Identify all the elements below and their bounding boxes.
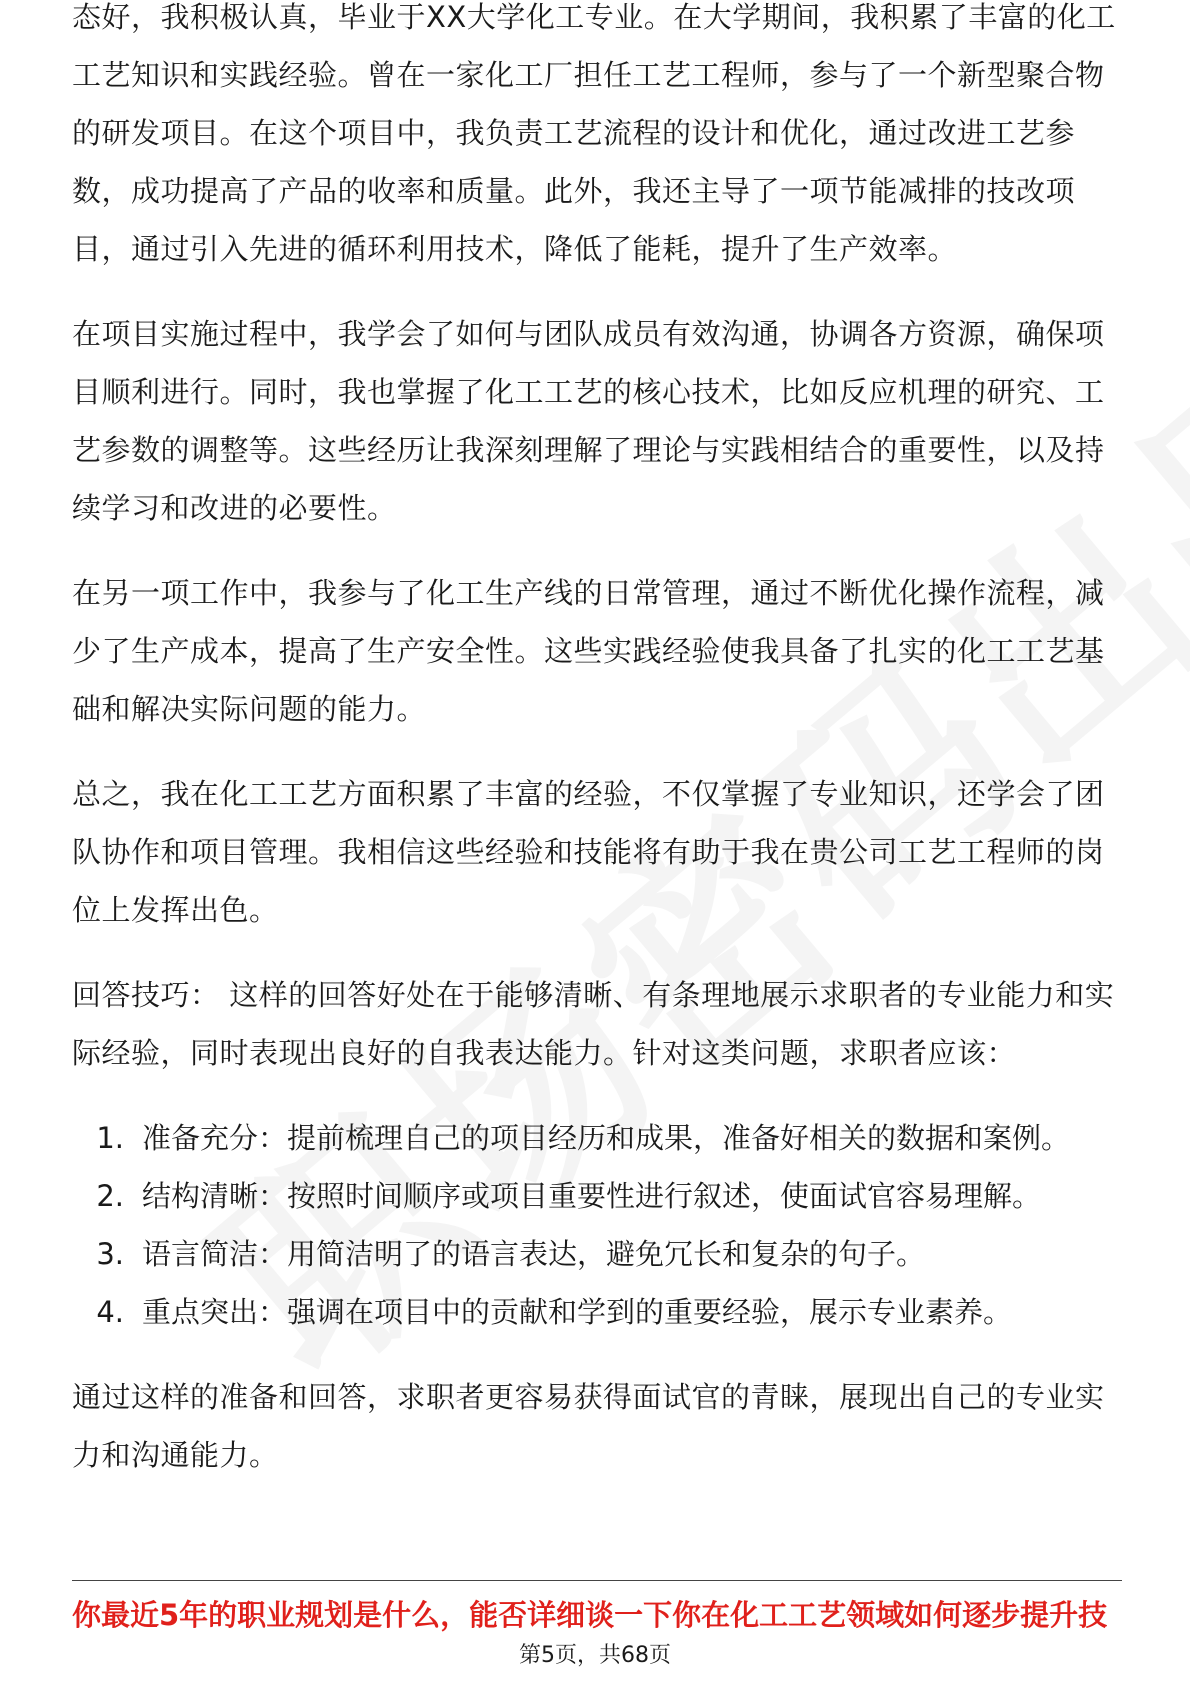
- answer-paragraph: 在另一项工作中，我参与了化工生产线的日常管理，通过不断优化操作流程，减少了生产成本，提高了生产安全性。这些实践经验使我具备了扎实的化工工艺基础和解决实际问题的能力。: [72, 576, 1105, 726]
- list-text: 语言简洁：用简洁明了的语言表达，避免冗长和复杂的句子。: [142, 1237, 926, 1271]
- section-divider: [72, 1580, 1122, 1581]
- list-number: 4.: [96, 1295, 124, 1329]
- page-number: 第5页，共68页: [519, 1643, 671, 1668]
- closing-paragraph: 通过这样的准备和回答，求职者更容易获得面试官的青睐，展现出自己的专业实力和沟通能力。: [72, 1380, 1105, 1472]
- list-text: 结构清晰：按照时间顺序或项目重要性进行叙述，使面试官容易理解。: [142, 1179, 1042, 1213]
- answer-paragraph: 在项目实施过程中，我学会了如何与团队成员有效沟通，协调各方资源，确保项目顺利进行。同时，我也掌握了化工工艺的核心技术，比如反应机理的研究、工艺参数的调整等。这些经历让我深刻理解了理论与实践相结合的重要性，以及持续学习和改进的必要性。: [72, 317, 1105, 525]
- tips-intro: 回答技巧： 这样的回答好处在于能够清晰、有条理地展示求职者的专业能力和实际经验，同时表现出良好的自我表达能力。针对这类问题，求职者应该：: [72, 978, 1115, 1070]
- answer-paragraph: 态好，我积极认真，毕业于XX大学化工专业。在大学期间，我积累了丰富的化工工艺知识和实践经验。曾在一家化工厂担任工艺工程师，参与了一个新型聚合物的研发项目。在这个项目中，我负责工艺流程的设计和优化，通过改进工艺参数，成功提高了产品的收率和质量。此外，我还主导了一项节能减排的技改项目，通过引入先进的循环利用技术，降低了能耗，提升了生产效率。: [72, 0, 1116, 266]
- next-question-heading: 你最近5年的职业规划是什么，能否详细谈一下你在化工工艺领域如何逐步提升技: [72, 1598, 1108, 1632]
- list-number: 3.: [96, 1237, 124, 1271]
- list-text: 重点突出：强调在项目中的贡献和学到的重要经验，展示专业素养。: [142, 1295, 1013, 1329]
- answer-body: [72, 0, 1122, 1511]
- list-text: 准备充分：提前梳理自己的项目经历和成果，准备好相关的数据和案例。: [142, 1121, 1071, 1155]
- tips-list: [72, 1109, 1122, 1341]
- list-number: 1.: [96, 1121, 124, 1155]
- list-item: [72, 1109, 1122, 1167]
- list-number: 2.: [96, 1179, 124, 1213]
- list-item: [72, 1167, 1122, 1225]
- answer-paragraph: 总之，我在化工工艺方面积累了丰富的经验，不仅掌握了专业知识，还学会了团队协作和项目管理。我相信这些经验和技能将有助于我在贵公司工艺工程师的岗位上发挥出色。: [72, 777, 1105, 927]
- list-item: [72, 1225, 1122, 1283]
- list-item: [72, 1283, 1122, 1341]
